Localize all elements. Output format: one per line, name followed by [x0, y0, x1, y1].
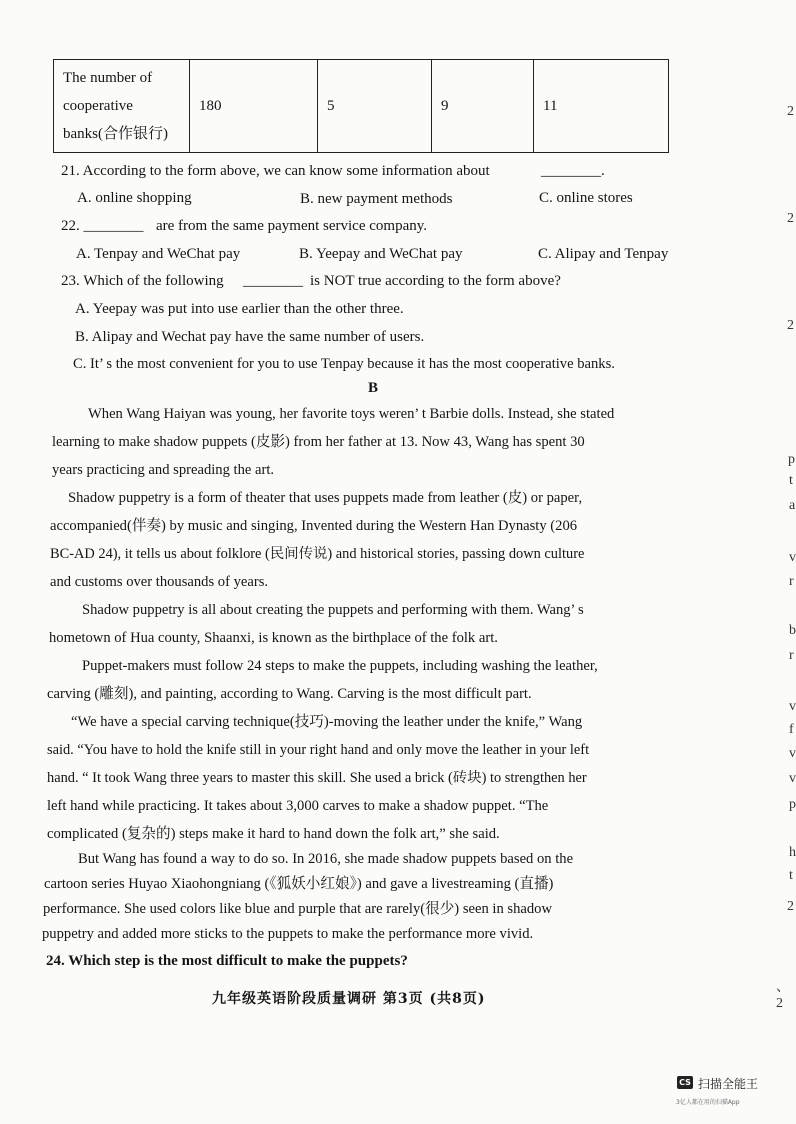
edge-char: 、2 [776, 980, 790, 1011]
passage-line: BC-AD 24), it tells us about folklore (民间传说) and historical stories, passing down culture [50, 546, 585, 562]
scanner-subtitle: 3亿人都在用的扫描App [676, 1099, 740, 1106]
passage-line: and customs over thousands of years. [50, 574, 269, 590]
passage-line: years practicing and spreading the art. [52, 462, 275, 478]
passage-line: But Wang has found a way to do so. In 2016, she made shadow puppets based on the [78, 851, 574, 867]
edge-char: a [789, 498, 796, 513]
q23-option-a: A. Yeepay was put into use earlier than the other three. [75, 301, 404, 317]
edge-char: v [789, 550, 796, 565]
passage-line: hometown of Hua county, Shaanxi, is known as the birthplace of the folk art. [49, 630, 498, 646]
q22-option-a: A. Tenpay and WeChat pay [76, 246, 241, 262]
row-label-line: The number of [63, 70, 153, 86]
q21-stem: 21. According to the form above, we can know some information about [61, 163, 490, 179]
page-footer: 九年级英语阶段质量调研 第3页 (共8页) [212, 991, 486, 1007]
table-cell: 5 [318, 60, 432, 153]
row-label-line: banks(合作银行) [63, 126, 168, 142]
cooperative-banks-table [53, 59, 669, 153]
q23-stem-a: 23. Which of the following [61, 273, 224, 289]
edge-char: p [788, 452, 795, 467]
passage-line: left hand while practicing. It takes about 3,000 carves to make a shadow puppet. “The [47, 798, 549, 814]
q22-option-b: B. Yeepay and WeChat pay [299, 246, 463, 262]
row-label-line: cooperative [63, 98, 133, 114]
edge-char: v [789, 746, 796, 761]
passage-line: Puppet-makers must follow 24 steps to make the puppets, including washing the leather, [82, 658, 598, 674]
passage-line: “We have a special carving technique(技巧)-moving the leather under the knife,” Wang [71, 714, 583, 730]
edge-char: t [789, 473, 793, 488]
passage-line: complicated (复杂的) steps make it hard to hand down the folk art,” she said. [47, 826, 500, 842]
passage-line: performance. She used colors like blue and purple that are rarely(很少) seen in shadow [43, 901, 552, 917]
table-cell: 11 [534, 60, 669, 153]
edge-char: r [789, 574, 794, 589]
edge-char: r [789, 648, 794, 663]
q21-option-c: C. online stores [539, 190, 633, 206]
passage-line: hand. “ It took Wang three years to master this skill. She used a brick (砖块) to strengthen her [47, 770, 587, 786]
passage-line: accompanied(伴奏) by music and singing, Invented during the Western Han Dynasty (206 [50, 518, 578, 534]
edge-char: 2 [787, 318, 794, 333]
table-row-label [54, 60, 190, 153]
q21-blank: ________. [541, 163, 605, 179]
q24-stem: 24. Which step is the most difficult to make the puppets? [46, 953, 408, 969]
q22-stem: are from the same payment service company. [156, 218, 427, 234]
q21-option-a: A. online shopping [77, 190, 192, 206]
table-cell: 180 [190, 60, 318, 153]
passage-line: When Wang Haiyan was young, her favorite toys weren’ t Barbie dolls. Instead, she stated [88, 406, 615, 422]
table-cell: 9 [432, 60, 534, 153]
q23-blank: ________ [243, 273, 303, 289]
edge-char: 2 [787, 104, 794, 119]
q22-stem-blank: 22. ________ [61, 218, 144, 234]
passage-line: Shadow puppetry is all about creating the puppets and performing with them. Wang’ s [82, 602, 584, 618]
passage-line: said. “You have to hold the knife still in your right hand and only move the leather in your left [47, 742, 590, 758]
table-row [54, 60, 669, 153]
edge-char: p [789, 797, 796, 812]
edge-char: v [789, 771, 796, 786]
edge-char: v [789, 699, 796, 714]
q23-option-c: C. It’ s the most convenient for you to use Tenpay because it has the most cooperative banks. [73, 356, 615, 372]
q23-option-b: B. Alipay and Wechat pay have the same number of users. [75, 329, 425, 345]
edge-char: h [789, 845, 796, 860]
passage-line: Shadow puppetry is a form of theater that uses puppets made from leather (皮) or paper, [68, 490, 583, 506]
edge-char: b [789, 623, 796, 638]
q23-stem-b: is NOT true according to the form above? [310, 273, 561, 289]
edge-char: 2 [787, 899, 794, 914]
section-heading: B [368, 380, 379, 396]
q22-option-c: C. Alipay and Tenpay [538, 246, 669, 262]
passage-line: cartoon series Huyao Xiaohongniang (《狐妖小红娘》) and gave a livestreaming (直播) [44, 876, 554, 892]
q21-option-b: B. new payment methods [300, 191, 453, 207]
scanner-logo-icon: CS [677, 1076, 693, 1089]
edge-char: 2 [787, 211, 794, 226]
passage-line: puppetry and added more sticks to the puppets to make the performance more vivid. [42, 926, 534, 942]
edge-char: f [789, 722, 794, 737]
scanner-title: 扫描全能王 [698, 1077, 759, 1091]
passage-line: carving (雕刻), and painting, according to Wang. Carving is the most difficult part. [47, 686, 532, 702]
edge-char: t [789, 868, 793, 883]
passage-line: learning to make shadow puppets (皮影) from her father at 13. Now 43, Wang has spent 30 [52, 434, 585, 450]
